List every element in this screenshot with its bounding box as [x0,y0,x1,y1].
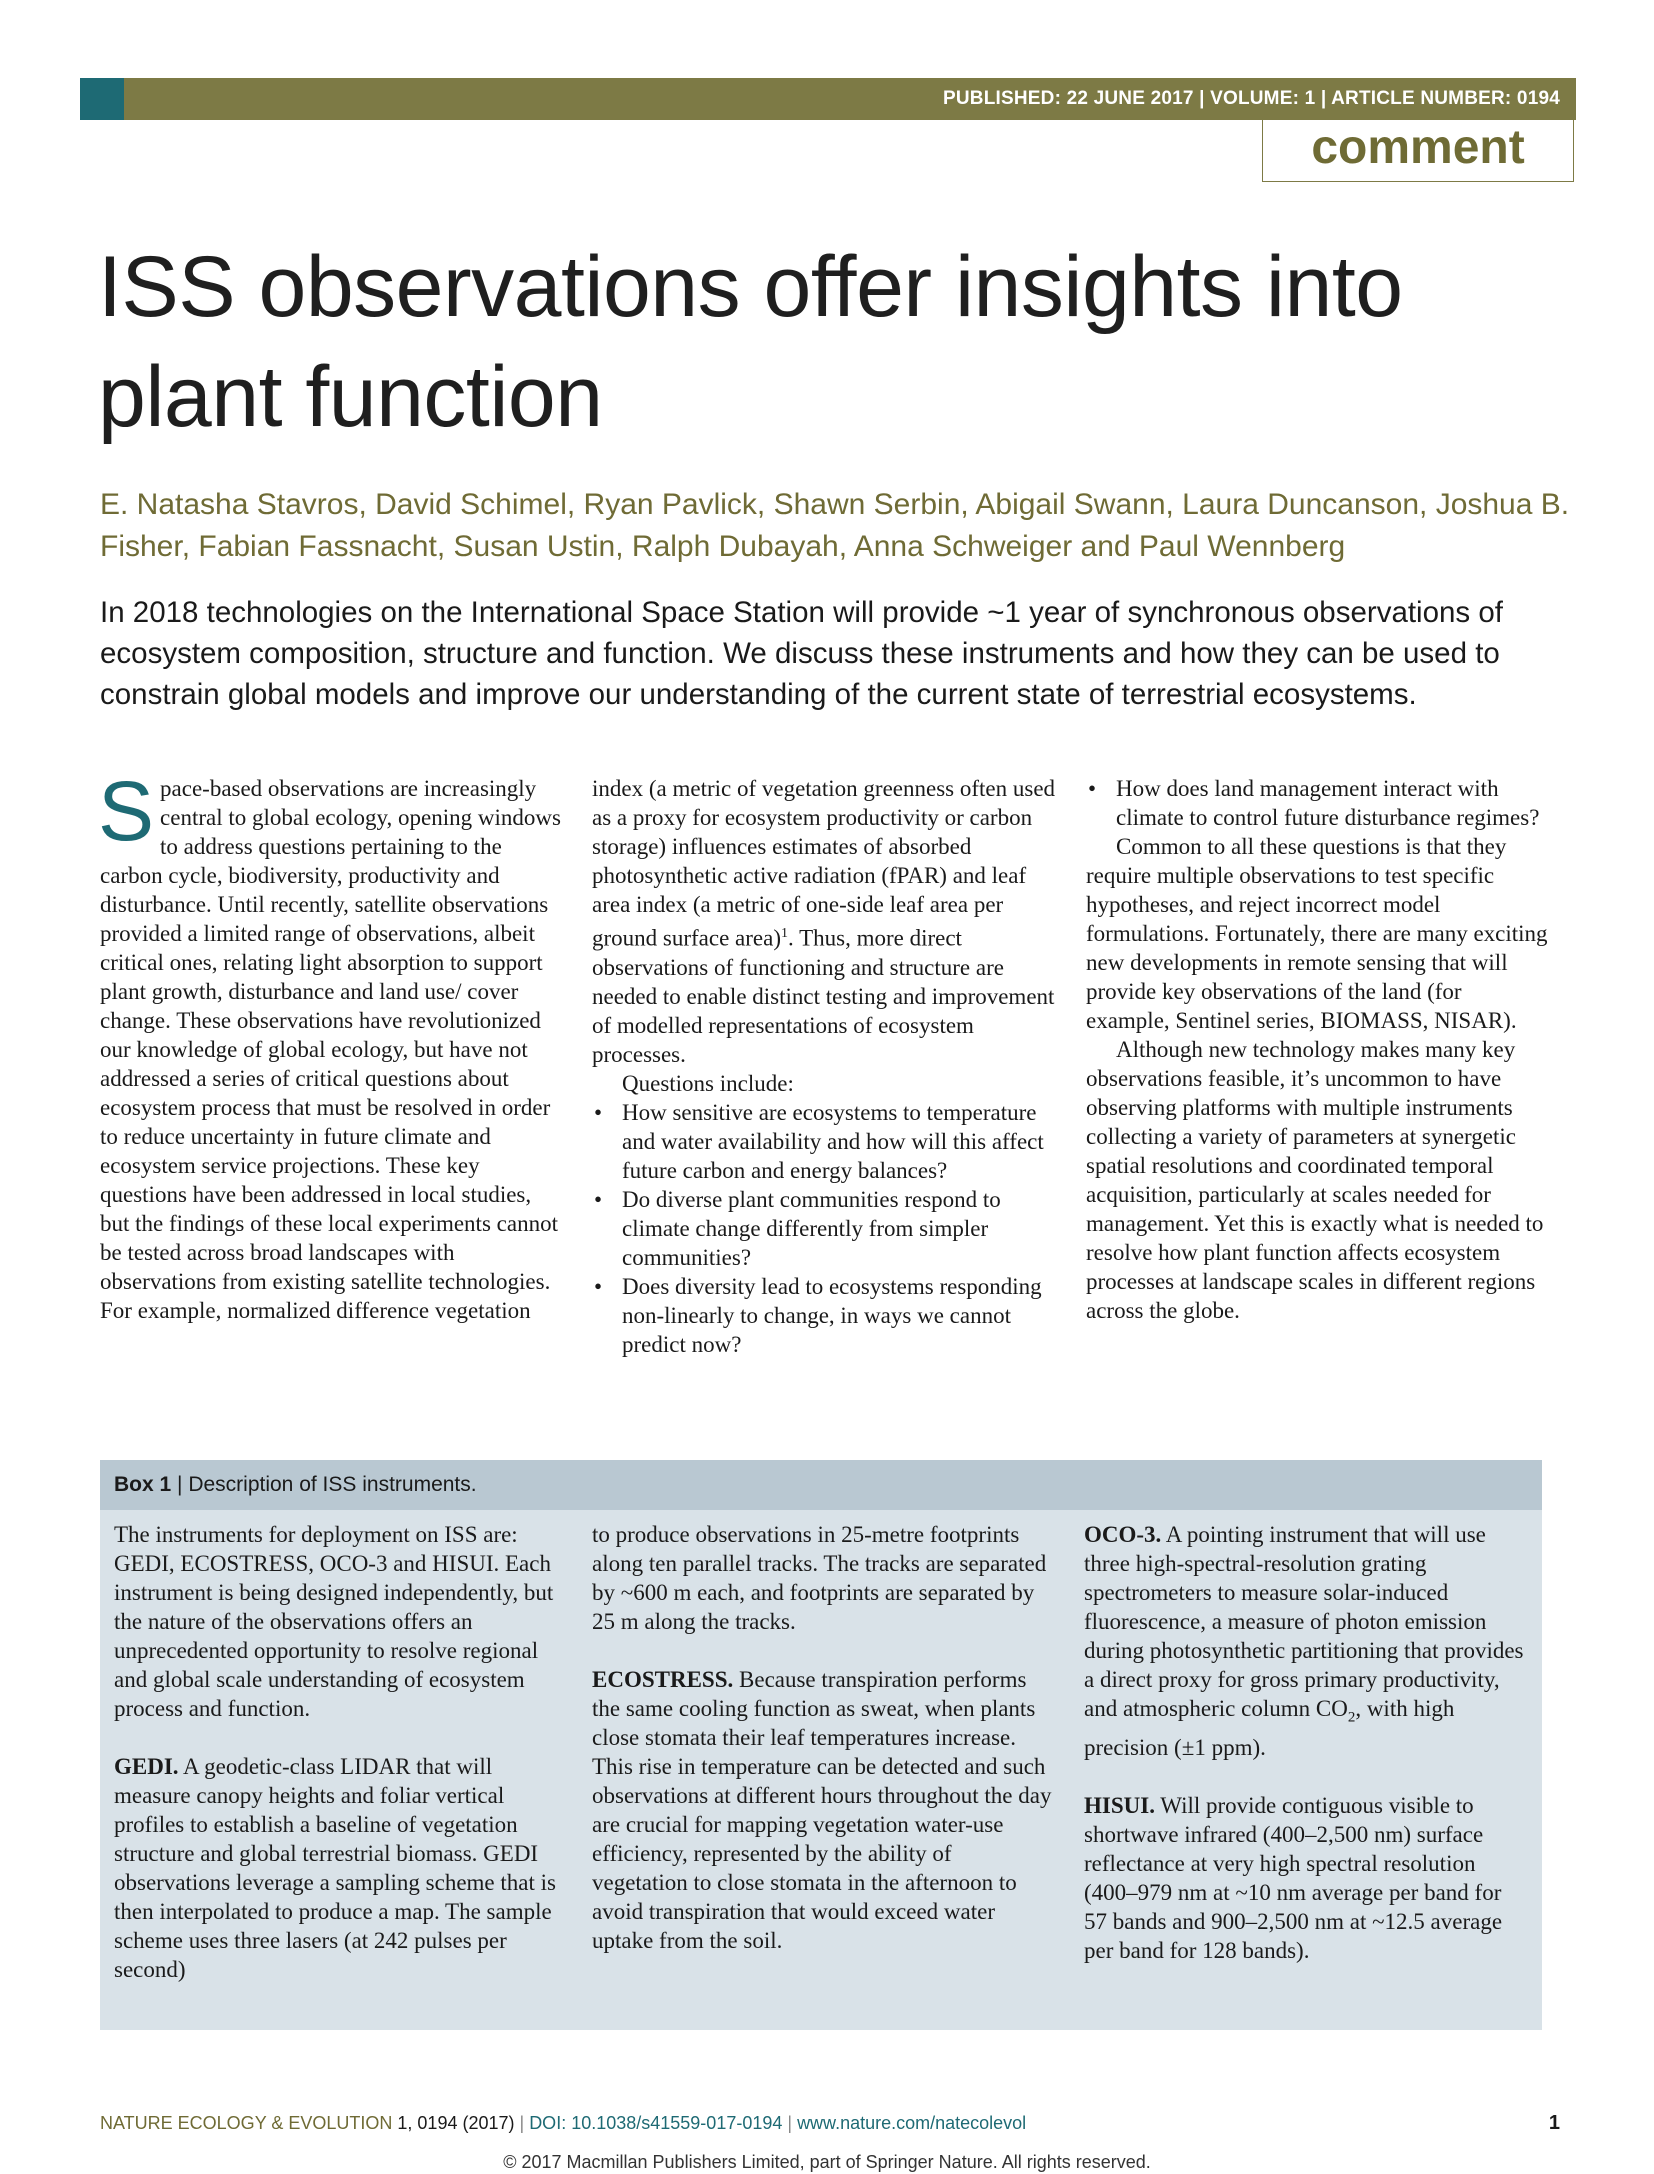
box-oco3 [1084,1520,1524,1762]
standfirst: In 2018 technologies on the International Space Station will provide ~1 year of synchronous observations of ecosystem composition, structure and function. We discuss these instruments and how they can be used to constrain global models and improve our understanding of the current state of terrestrial ecosystems. [100,596,1503,711]
box-gedi-continued: to produce observations in 25-metre footprints along ten parallel tracks. The tracks are separated by ~600 m each, and footprints are separated by 25 m along the tracks. [592,1522,1047,1634]
list-item [592,1272,1062,1359]
body-column-3 [1086,774,1550,1325]
box-label: Box 1 [114,1473,172,1496]
box-header [100,1460,1542,1510]
list-item-text: Does diversity lead to ecosystems responding non-linearly to change, in ways we cannot predict now? [622,1273,1042,1357]
question-list-continued [1086,774,1550,832]
paragraph-technology: Although new technology makes many key observations feasible, it’s uncommon to have observing platforms with multiple instruments collecting a variety of parameters at synergetic spatial resolutions and coordinated temporal acquisition, particularly at scales needed for management. Yet this is exactly what is needed to resolve how plant function affects ecosystem processes at landscape scales in different regions across the globe. [1086,1037,1544,1323]
journal-url-link[interactable]: www.nature.com/natecolevol [797,2113,1027,2133]
box-title-text: Description of ISS instruments. [188,1473,477,1496]
box-ecostress [592,1665,1052,1955]
body-column-2 [592,774,1062,1359]
copyright-notice: © 2017 Macmillan Publishers Limited, part of Springer Nature. All rights reserved. [503,2152,1151,2172]
instrument-name: GEDI. [114,1754,179,1779]
instrument-text: A pointing instrument that will use three high-spectral-resolution grating spectrometers to measure solar-induced fluorescence, a measure of photon emission during photosynthetic partitioning that provides a direct proxy for gross primary productivity, and atmospheric column CO [1084,1522,1524,1721]
box-column-1 [114,1520,564,2013]
instrument-text: Because transpiration performs the same cooling function as sweat, when plants close stomata their leaf temperatures increase. This rise in temperature can be detected and such observations at different hours throughout the day are crucial for mapping vegetation water-use efficiency, represented by the ability of vegetation to close stomata in the afternoon to avoid transpiration that would exceed water uptake from the soil. [592,1667,1052,1953]
list-item [592,1098,1062,1185]
instrument-name: OCO-3. [1084,1522,1162,1547]
header-accent-block [80,78,124,120]
footer [100,2113,1560,2134]
list-item-text: Do diverse plant communities respond to climate change differently from simpler communities? [622,1186,1001,1270]
bullet-icon: • [594,1099,603,1125]
bullet-icon: • [594,1273,603,1299]
publication-info: PUBLISHED: 22 JUNE 2017 | VOLUME: 1 | ARTICLE NUMBER: 0194 [943,88,1560,109]
instrument-text: Will provide contiguous visible to shortwave infrared (400–2,500 nm) surface reflectance at very high spectral resolution (400–979 nm at ~10 nm average per band for 57 bands and 900–2,500 nm at ~12.5 average per band for 128 bands). [1084,1792,1503,1963]
box-column-3 [1084,1520,1524,1994]
reference-marker: 1 [781,926,788,941]
paragraph-intro [98,764,562,1325]
box-separator: | [171,1473,189,1496]
bullet-icon: • [594,1186,603,1212]
box-column-2 [592,1520,1052,1984]
paragraph-ndvi [592,774,1062,1069]
box-1 [100,1460,1542,2030]
drop-cap: S [98,764,155,858]
box-intro: The instruments for deployment on ISS are: GEDI, ECOSTRESS, OCO-3 and HISUI. Each instrument is being designed independently, but the nature of the observations offers an unprecedented opportunity to resolve regional and global scale understanding of ecosystem process and function. [114,1522,554,1721]
header-band [80,78,1576,120]
list-item [1086,774,1550,832]
box-hisui [1084,1791,1524,1965]
paragraph-common: Common to all these questions is that they require multiple observations to test specific hypotheses, and reject incorrect model formulations. Fortunately, there are many exciting new developments in remote sensing that will provide key observations of the land (for example, Sentinel series, BIOMASS, NISAR). [1086,834,1548,1033]
questions-intro: Questions include: [622,1070,794,1096]
bullet-icon: • [1088,776,1097,801]
footer-separator: | [514,2113,530,2133]
paragraph-text: index (a metric of vegetation greenness often used as a proxy for ecosystem productivity or carbon storage) influences estimates of absorbed photosynthetic active radiation (fPAR) and leaf area index (a metric of one-side leaf area per ground surface area) [592,776,1056,951]
section-label: comment [1262,120,1574,182]
article-title: ISS observations offer insights into plant function [98,239,1403,445]
box-title [114,1460,477,1510]
list-item-text: How sensitive are ecosystems to temperature and water availability and how will this affect future carbon and energy balances? [622,1099,1044,1183]
question-list [592,1098,1062,1359]
instrument-name: HISUI. [1084,1792,1155,1818]
paragraph-text: . Thus, more direct observations of functioning and structure are needed to enable distinct testing and improvement of modelled representations of ecosystem processes. [592,925,1055,1067]
journal-name: NATURE ECOLOGY & EVOLUTION [100,2113,393,2133]
body-column-1 [98,764,562,1325]
instrument-name: ECOSTRESS. [592,1667,734,1692]
box-gedi [114,1752,564,1984]
page-number: 1 [1548,2112,1560,2134]
list-item-text: How does land management interact with climate to control future disturbance regimes? [1116,776,1540,830]
doi-link[interactable]: DOI: 10.1038/s41559-017-0194 [529,2113,783,2133]
subscript: 2 [1347,1709,1356,1726]
list-item [592,1185,1062,1272]
footer-separator: | [782,2113,798,2133]
paragraph-text: pace-based observations are increasingly central to global ecology, opening windows to address questions pertaining to the carbon cycle, biodiversity, productivity and disturbance. Until recently, satellite observations provided a limited range of observations, albeit critical ones, relating light absorption to support plant growth, disturbance and land use/ cover change. These observations have revolutionized our knowledge of global ecology, but have not addressed a series of critical questions about ecosystem process that must be resolved in order to reduce uncertainty in future climate and ecosystem service projections. These key questions have been addressed in local studies, but the findings of these local experiments cannot be tested across broad landscapes with observations from existing satellite technologies. For example, normalized difference vegetation [100,776,561,1323]
instrument-text: A geodetic-class LIDAR that will measure canopy heights and foliar vertical profiles to establish a baseline of vegetation structure and global terrestrial biomass. GEDI observations leverage a sampling scheme that is then interpolated to produce a map. The sample scheme uses three lasers (at 242 pulses per second) [114,1754,556,1982]
citation: 1, 0194 (2017) [392,2113,515,2133]
author-list: E. Natasha Stavros, David Schimel, Ryan Pavlick, Shawn Serbin, Abigail Swann, Laura Duncanson, Joshua B. Fisher, Fabian Fassnacht, Susan Ustin, Ralph Dubayah, Anna Schweiger and Paul Wennberg [100,488,1570,563]
instrument-text: , with high precision (±1 ppm). [1084,1696,1455,1760]
